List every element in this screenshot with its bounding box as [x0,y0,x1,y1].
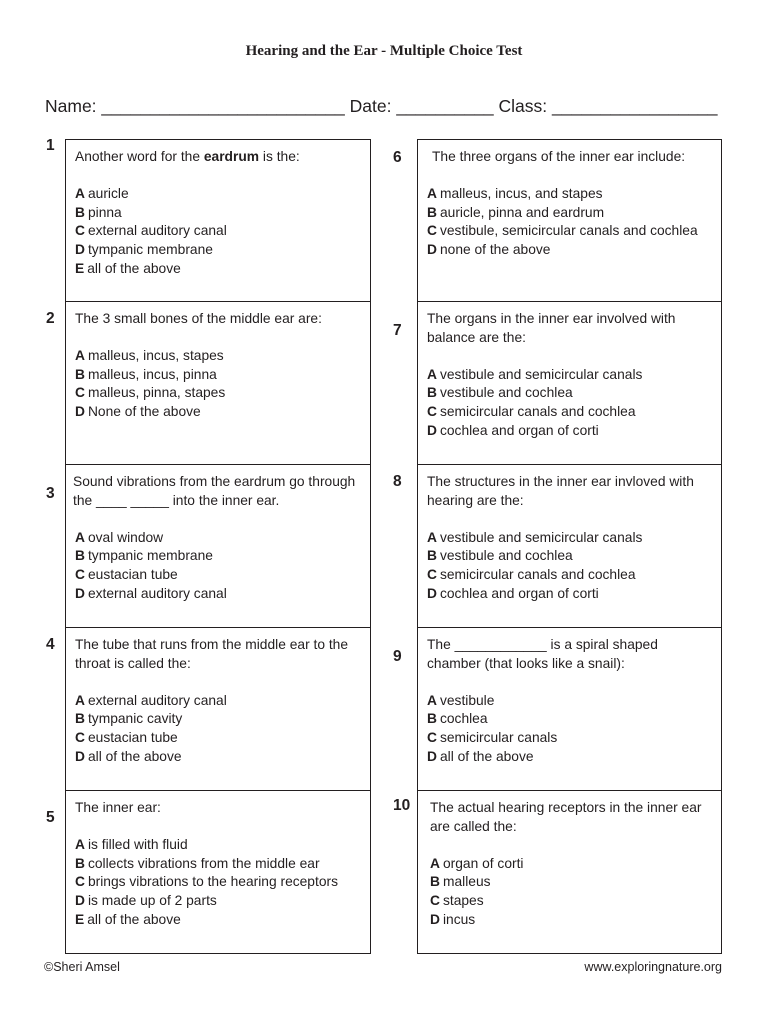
question-stem [75,148,364,167]
option-letter: D [75,748,85,764]
stem-text: is the: [259,149,300,164]
option-text: semicircular canals and cochlea [439,403,636,419]
answer-option [427,222,715,241]
date-blank: __________ [396,96,494,116]
option-text: organ of corti [442,855,524,871]
answer-option [75,855,364,874]
option-text: vestibule and semicircular canals [439,529,643,545]
question-stem: The inner ear: [75,800,161,815]
question-stem: The organs in the inner ear involved with balance are the: [427,311,676,345]
option-letter: A [430,855,440,871]
option-letter: B [75,855,85,871]
option-text: vestibule and cochlea [439,548,573,564]
answer-option [75,585,364,604]
option-letter: C [75,874,85,890]
copyright-text: ©Sheri Amsel [44,960,120,974]
answer-option [75,748,364,767]
option-text: all of the above [87,260,181,276]
option-text: cochlea and organ of corti [439,422,599,438]
option-letter: B [427,548,437,564]
page-title: Hearing and the Ear - Multiple Choice Test [245,43,523,59]
option-letter: C [427,566,437,582]
answer-option [427,241,715,260]
answer-option [75,222,364,241]
question-stem: The 3 small bones of the middle ear are: [75,311,322,326]
option-text: external auditory canal [87,692,227,708]
answer-option [75,729,364,748]
answer-option [75,260,364,279]
option-text: eustacian tube [87,566,178,582]
answer-option [427,547,715,566]
option-text: tympanic cavity [87,711,183,727]
answer-option [75,710,364,729]
question-box [46,791,371,954]
option-text: all of the above [439,748,534,764]
answer-option [427,729,715,748]
answer-option [427,692,715,711]
question-number: 2 [46,310,55,327]
option-letter: E [75,911,85,927]
answer-option [430,892,715,911]
option-letter: B [75,711,85,727]
answer-option [430,911,715,930]
option-text: cochlea [439,711,488,727]
option-letter: B [75,204,85,220]
option-text: semicircular canals [439,729,558,745]
answer-option [75,366,364,385]
option-text: external auditory canal [87,585,227,601]
option-letter: D [75,892,85,908]
option-text: auricle, pinna and eardrum [439,204,605,220]
right-question-column [393,139,722,954]
answer-option [75,185,364,204]
option-text: all of the above [87,748,182,764]
option-letter: A [427,186,437,202]
question-stem: The structures in the inner ear invloved with hearing are the: [427,474,694,508]
answer-option [427,748,715,767]
option-letter: A [427,692,437,708]
option-text: none of the above [439,241,551,257]
question-box [393,791,722,954]
question-stem: The three organs of the inner ear include: [432,149,686,164]
question-box [393,139,722,302]
answer-option [427,585,715,604]
question-number: 4 [46,636,55,653]
answer-option [427,185,715,204]
option-letter: D [427,585,437,601]
stem-text: Another word for the [75,149,204,164]
website-text: www.exploringnature.org [584,960,722,974]
option-letter: D [75,241,85,257]
answer-option [75,873,364,892]
option-text: auricle [87,186,129,202]
question-stem: The ____________ is a spiral shaped chamber (that looks like a snail): [427,637,658,671]
option-text: is made up of 2 parts [87,892,217,908]
option-letter: A [75,692,85,708]
question-box [393,628,722,791]
option-letter: D [427,422,437,438]
option-text: pinna [87,204,122,220]
option-text: malleus, incus, pinna [87,366,217,382]
option-text: malleus [442,874,491,890]
student-info-line [45,96,735,117]
answer-option [75,566,364,585]
answer-option [75,347,364,366]
option-text: brings vibrations to the hearing receptors [87,874,338,890]
option-letter: B [427,385,437,401]
question-box [46,465,371,628]
option-letter: A [75,529,85,545]
question-number: 3 [46,485,55,502]
answer-option [75,547,364,566]
option-letter: A [427,366,437,382]
name-blank: _________________________ [101,96,345,116]
question-number: 7 [393,322,402,339]
option-letter: B [75,366,85,382]
option-letter: D [427,748,437,764]
option-letter: B [427,711,437,727]
option-text: all of the above [87,911,181,927]
answer-option [430,855,715,874]
option-text: malleus, pinna, stapes [87,385,226,401]
option-text: is filled with fluid [87,837,188,853]
option-text: incus [442,911,476,927]
option-letter: C [75,385,85,401]
answer-option [430,873,715,892]
option-text: tympanic membrane [87,241,213,257]
option-text: vestibule and semicircular canals [439,366,643,382]
question-box [393,302,722,465]
question-box [46,628,371,791]
option-letter: B [75,548,85,564]
answer-option [75,384,364,403]
option-letter: A [75,186,85,202]
option-letter: E [75,260,85,276]
option-text: malleus, incus, stapes [87,348,224,364]
answer-option [427,529,715,548]
answer-option [427,384,715,403]
question-box [46,302,371,465]
answer-option [427,566,715,585]
option-text: vestibule [439,692,495,708]
option-text: collects vibrations from the middle ear [87,855,320,871]
option-letter: C [75,566,85,582]
option-letter: C [430,892,440,908]
answer-option [75,204,364,223]
option-letter: A [75,837,85,853]
answer-option [75,529,364,548]
answer-option [427,403,715,422]
option-letter: A [427,529,437,545]
option-text: vestibule, semicircular canals and cochlea [439,223,698,239]
option-text: stapes [442,892,484,908]
option-text: semicircular canals and cochlea [439,566,636,582]
class-label: Class: [498,96,548,116]
option-letter: B [427,204,437,220]
option-text: malleus, incus, and stapes [439,186,603,202]
question-stem: The tube that runs from the middle ear to the throat is called the: [75,637,349,671]
question-number: 9 [393,648,402,665]
question-box [393,465,722,628]
option-letter: C [427,403,437,419]
option-letter: B [430,874,440,890]
name-label: Name: [45,96,97,116]
option-text: eustacian tube [87,729,178,745]
answer-option [75,241,364,260]
option-letter: D [427,241,437,257]
answer-option [427,710,715,729]
question-stem: Sound vibrations from the eardrum go through the ____ _____ into the inner ear. [73,474,356,508]
option-text: None of the above [87,403,201,419]
answer-option [75,692,364,711]
answer-option [427,422,715,441]
option-text: external auditory canal [87,223,227,239]
answer-option [75,911,364,930]
option-letter: C [427,729,437,745]
option-letter: C [75,729,85,745]
answer-option [75,892,364,911]
option-text: vestibule and cochlea [439,385,573,401]
option-letter: D [75,585,85,601]
question-number: 10 [393,797,411,814]
stem-bold-text: eardrum [203,149,260,164]
date-label: Date: [349,96,392,116]
question-number: 6 [393,149,402,166]
answer-option [75,836,364,855]
question-number: 5 [46,809,55,826]
class-blank: _________________ [552,96,718,116]
left-question-column [46,137,371,954]
option-letter: C [427,223,437,239]
option-letter: D [430,911,440,927]
question-number: 1 [46,137,55,154]
question-stem: The actual hearing receptors in the inner ear are called the: [430,800,702,834]
option-letter: D [75,403,85,419]
question-box [46,137,371,302]
answer-option [427,366,715,385]
question-number: 8 [393,473,402,490]
option-text: tympanic membrane [87,548,213,564]
option-letter: A [75,348,85,364]
option-text: oval window [87,529,164,545]
option-letter: C [75,223,85,239]
option-text: cochlea and organ of corti [439,585,599,601]
answer-option [75,403,364,422]
answer-option [427,204,715,223]
